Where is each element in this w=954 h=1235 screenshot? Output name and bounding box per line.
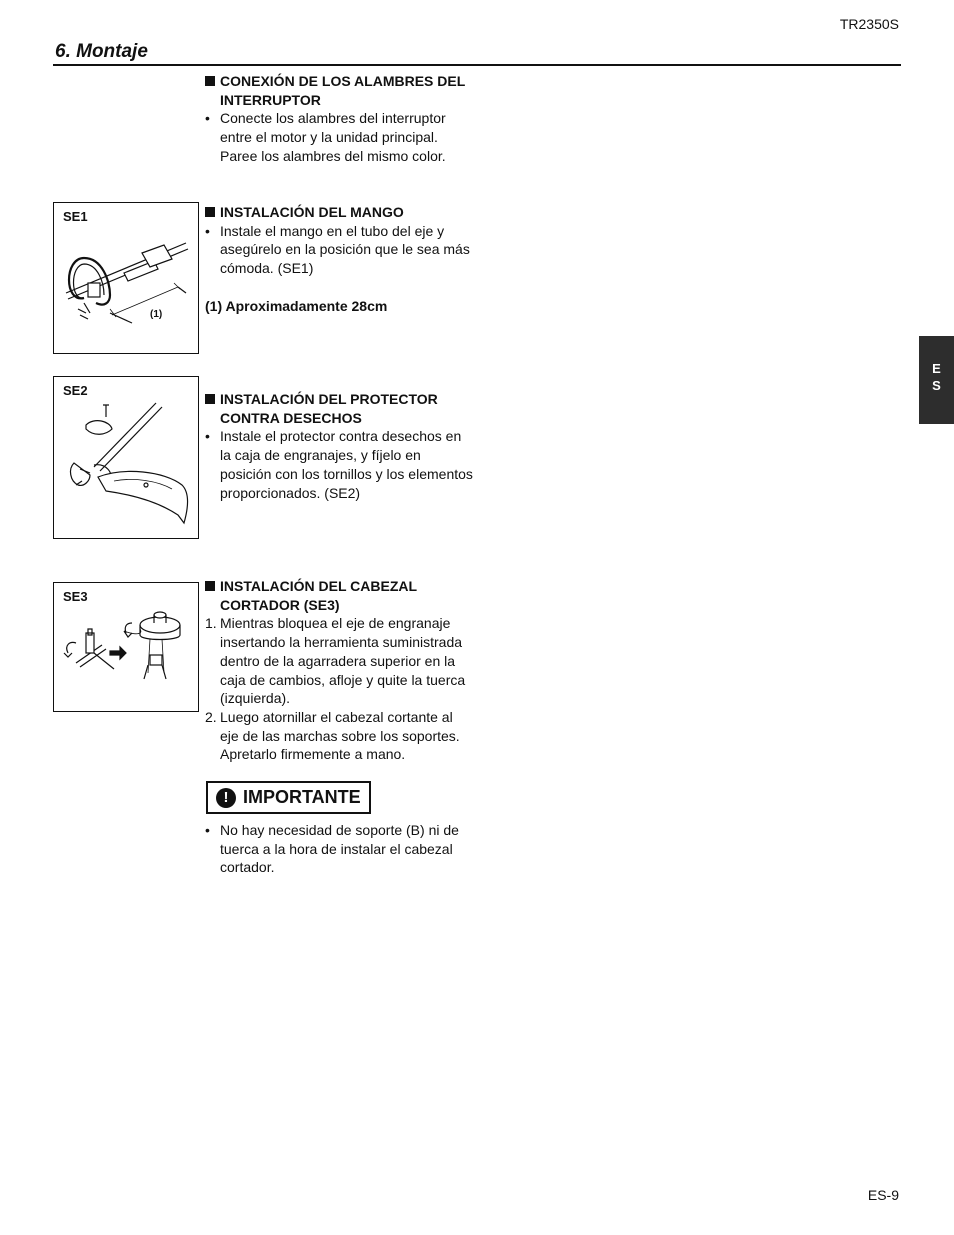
language-tab <box>919 336 954 424</box>
exclamation-icon: ! <box>216 788 236 808</box>
handle-bullet: • Instale el mango en el tubo del eje y asegúrelo en la posición que le sea más cómoda. (SE1) <box>205 222 475 278</box>
section-title: 6. Montaje <box>55 41 148 62</box>
square-bullet-icon <box>205 207 215 217</box>
figure-label: SE2 <box>63 383 88 398</box>
guard-illustration <box>54 377 198 538</box>
language-letter: S <box>932 378 941 393</box>
square-bullet-icon <box>205 581 215 591</box>
figure-callout: (1) <box>150 309 163 320</box>
figure-label: SE3 <box>63 589 88 604</box>
figure-label: SE1 <box>63 209 88 224</box>
figure-se1 <box>53 202 199 354</box>
wires-heading: CONEXIÓN DE LOS ALAMBRES DEL INTERRUPTOR <box>205 72 475 109</box>
handle-illustration <box>54 203 198 353</box>
page-number: ES-9 <box>867 1187 899 1203</box>
important-callout <box>206 781 371 814</box>
cutter-head-section <box>205 577 475 764</box>
cutter-head-step: 1. Mientras bloquea el eje de engranaje insertando la herramienta suministrada dentro de la agarradera superior en la caja de cambios, afloje y quite la tuerca (izquierda). <box>205 615 466 707</box>
guard-section <box>205 390 475 502</box>
figure-se3 <box>53 582 199 712</box>
important-section <box>205 821 475 877</box>
figure-se2 <box>53 376 199 539</box>
guard-heading: INSTALACIÓN DEL PROTECTOR CONTRA DESECHOS <box>205 390 475 427</box>
guard-bullet: • Instale el protector contra desechos en la caja de engranajes, y fíjelo en posición con los tornillos y los elementos proporcionados. (SE2) <box>205 427 475 502</box>
model-number: TR2350S <box>839 16 899 32</box>
language-letter: E <box>932 361 941 376</box>
wires-section <box>205 72 475 166</box>
square-bullet-icon <box>205 394 215 404</box>
cutter-head-heading: INSTALACIÓN DEL CABEZAL CORTADOR (SE3) <box>205 577 475 614</box>
header-rule <box>53 64 901 66</box>
wires-bullet: • Conecte los alambres del interruptor entre el motor y la unidad principal. Paree los alambres del mismo color. <box>205 109 475 165</box>
handle-section <box>205 203 475 316</box>
handle-note: (1) Aproximadamente 28cm <box>205 297 388 314</box>
cutter-head-step: 2. Luego atornillar el cabezal cortante al eje de las marchas sobre los soportes. Apretarlo firmemente a mano. <box>205 708 460 763</box>
important-bullet: • No hay necesidad de soporte (B) ni de tuerca a la hora de instalar el cabezal cortador. <box>205 821 475 877</box>
handle-heading: INSTALACIÓN DEL MANGO <box>205 203 475 222</box>
important-label: IMPORTANTE <box>243 787 361 807</box>
square-bullet-icon <box>205 76 215 86</box>
